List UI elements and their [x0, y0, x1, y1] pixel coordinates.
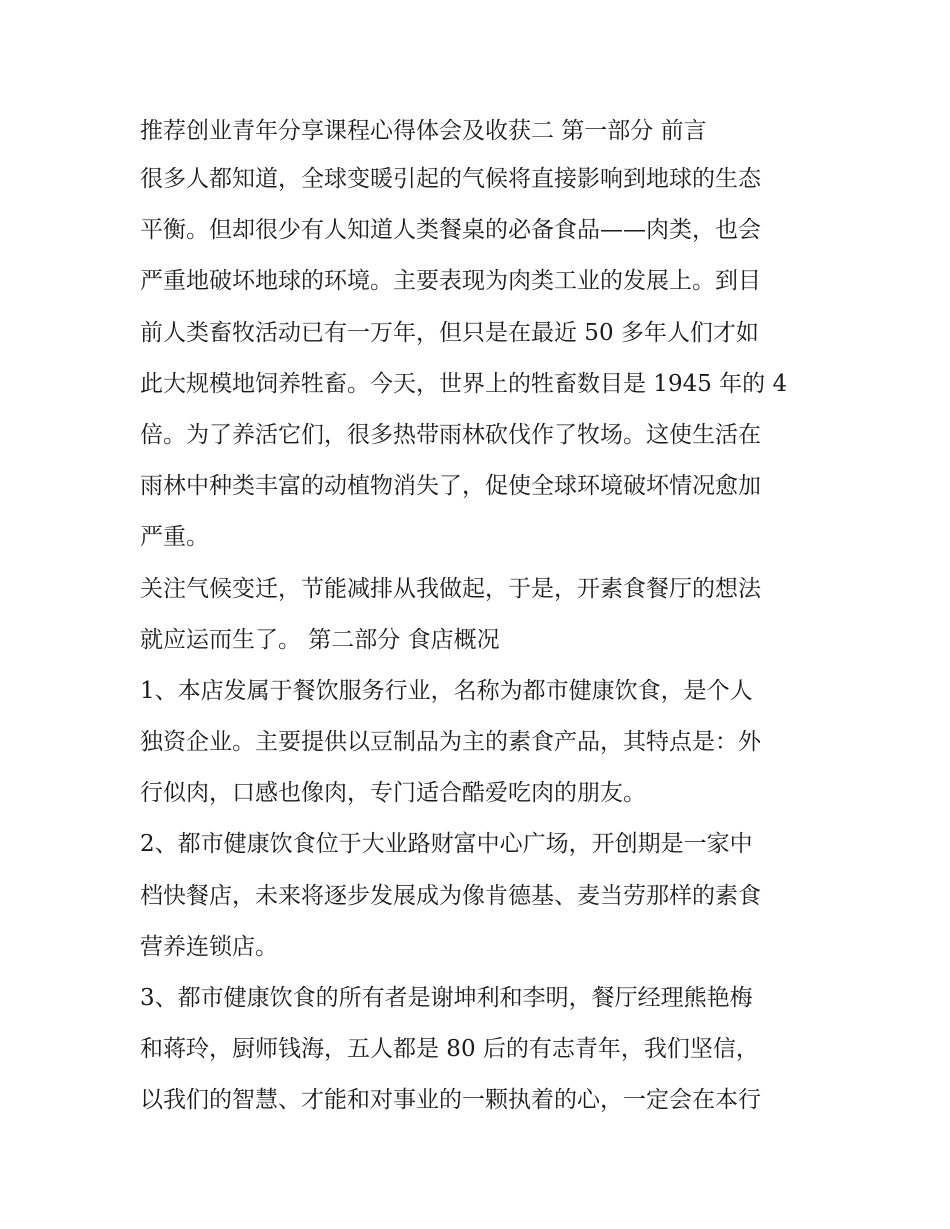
paragraph-motivation	[140, 564, 830, 666]
text-line: 倍。为了养活它们，很多热带雨林砍伐作了牧场。这使生活在	[140, 421, 761, 448]
text-line: 严重。	[140, 524, 209, 551]
text-line: 营养连锁店。	[140, 933, 278, 960]
paragraph-item-2	[140, 819, 830, 973]
text-line: 以我们的智慧、才能和对事业的一颗执着的心，一定会在本行	[140, 1087, 761, 1114]
text-line: 雨林中种类丰富的动植物消失了，促使全球环境破坏情况愈加	[140, 473, 761, 500]
text-line: 关注气候变迁，节能减排从我做起，于是，开素食餐厅的想法	[140, 575, 761, 602]
paragraph-item-3	[140, 973, 830, 1127]
document-title: 推荐创业青年分享课程心得体会及收获二 第一部分 前言	[140, 118, 707, 144]
text-line: 1、本店发属于餐饮服务行业，名称为都市健康饮食，是个人	[140, 677, 753, 704]
text-line: 行似肉，口感也像肉，专门适合酷爱吃肉的朋友。	[140, 780, 646, 807]
text-line: 独资企业。主要提供以豆制品为主的素食产品，其特点是：外	[140, 729, 761, 756]
text-line: 前人类畜牧活动已有一万年，但只是在最近 50 多年人们才如	[140, 319, 759, 346]
text-line: 此大规模地饲养牲畜。今天，世界上的牲畜数目是 1945 年的 4	[140, 370, 788, 397]
text-line: 和蒋玲，厨师钱海，五人都是 80 后的有志青年，我们坚信，	[140, 1036, 759, 1063]
text-line: 平衡。但却很少有人知道人类餐桌的必备食品——肉类，也会	[140, 217, 761, 244]
paragraph-intro	[140, 154, 830, 564]
paragraph-item-1	[140, 666, 830, 820]
text-line: 2、都市健康饮食位于大业路财富中心广场，开创期是一家中	[140, 831, 753, 858]
document-body	[140, 108, 830, 1127]
text-line: 很多人都知道，全球变暖引起的气候将直接影响到地球的生态	[140, 166, 761, 192]
text-line: 就应运而生了。 第二部分 食店概况	[140, 626, 500, 653]
text-line: 3、都市健康饮食的所有者是谢坤利和李明，餐厅经理熊艳梅	[140, 985, 753, 1011]
text-line: 档快餐店，未来将逐步发展成为像肯德基、麦当劳那样的素食	[140, 882, 761, 909]
text-line: 严重地破坏地球的环境。主要表现为肉类工业的发展上。到目	[140, 268, 761, 295]
